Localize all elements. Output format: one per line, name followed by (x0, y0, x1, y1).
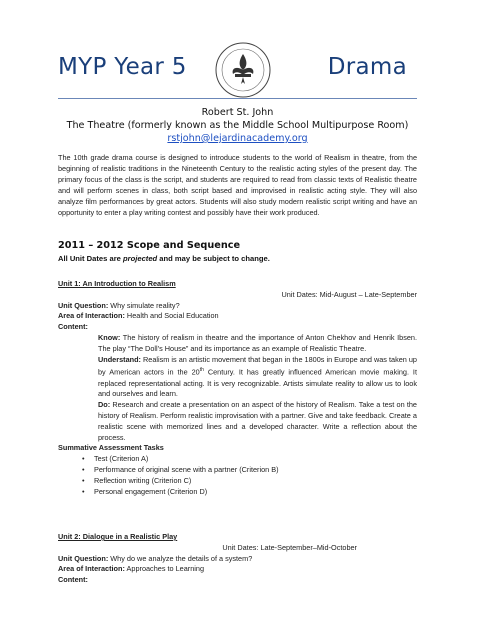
course-level-title: MYP Year 5 (58, 54, 187, 80)
course-description: The 10th grade drama course is designed to introduce students to the world of Realism in theatre, from the beginning of realistic traditions in the Nineteenth Century to the realistic acting styles of the present day. The primary focus of the class is the script, and students are required to read from classic texts of Realistic theatre and will perform scenes in class, both script based and improvised in realistic acting style. They will also analyze film performances by great actors. Students will also study modern realistic script writing and have an opportunity to enter a play writing contest and possibly have their work produced. (58, 153, 417, 217)
unit-2-content-label: Content: (58, 575, 88, 585)
list-item: • Test (Criterion A) (82, 454, 417, 465)
school-seal-logo (213, 40, 273, 100)
teacher-info (58, 106, 417, 145)
unit-1-task-list (58, 454, 417, 497)
unit-2-dates: Unit Dates: Late-September–Mid-October (222, 542, 357, 552)
unit-1-title: Unit 1: An Introduction to Realism (58, 279, 176, 288)
unit-1 (58, 279, 417, 497)
scope-heading: 2011 – 2012 Scope and Sequence (58, 240, 241, 251)
teacher-name: Robert St. John (201, 107, 274, 118)
unit-1-question: Unit Question: Why simulate reality? (58, 300, 180, 310)
unit-1-dates: Unit Dates: Mid-August – Late-September (281, 289, 417, 299)
title-divider (58, 98, 417, 99)
unit-1-content-label: Content: (58, 322, 88, 332)
unit-2-title: Unit 2: Dialogue in a Realistic Play (58, 532, 178, 541)
unit-1-aoi: Area of Interaction: Health and Social Education (58, 311, 219, 321)
unit-2 (58, 532, 417, 586)
unit-1-do: Do: Research and create a presentation on an aspect of the history of Realism. Take a test on the history of Realism. Perform realistic improvisation with a partner. Give and take feedback. Create a realistic scene with memorized lines and a developed character. Write a reflection about the process. (98, 400, 417, 442)
classroom-location: The Theatre (formerly known as the Middle School Multipurpose Room) (66, 120, 409, 131)
subject-title: Drama (327, 54, 407, 80)
list-item: • Personal engagement (Criterion D) (82, 487, 417, 498)
list-item: • Performance of original scene with a partner (Criterion B) (82, 465, 417, 476)
unit-1-understand: Understand: Realism is an artistic movement that began in the 1800s in Europe and was taken up by American actors in the 20th Century. It has greatly influenced American movie making. It replaced representational acting. It is very recognizable. Artists simulate reality to allow us to look and ourselves and learn. (98, 354, 417, 399)
unit-1-know: Know: The history of realism in theatre and the importance of Anton Chekhov and Henrik Ibsen. The play “The Doll’s House” and its importance as an example of Realistic Theatre. (98, 332, 417, 353)
teacher-email-link[interactable]: rstjohn@lejardinacademy.org (167, 133, 308, 144)
unit-2-aoi: Area of Interaction: Approaches to Learning (58, 564, 205, 574)
unit-1-tasks-label: Summative Assessment Tasks (58, 443, 164, 453)
unit-2-question: Unit Question: Why do we analyze the details of a system? (58, 553, 253, 563)
title-row (58, 44, 407, 96)
scope-note: All Unit Dates are projected and may be subject to change. (58, 254, 270, 263)
list-item: • Reflection writing (Criterion C) (82, 476, 417, 487)
